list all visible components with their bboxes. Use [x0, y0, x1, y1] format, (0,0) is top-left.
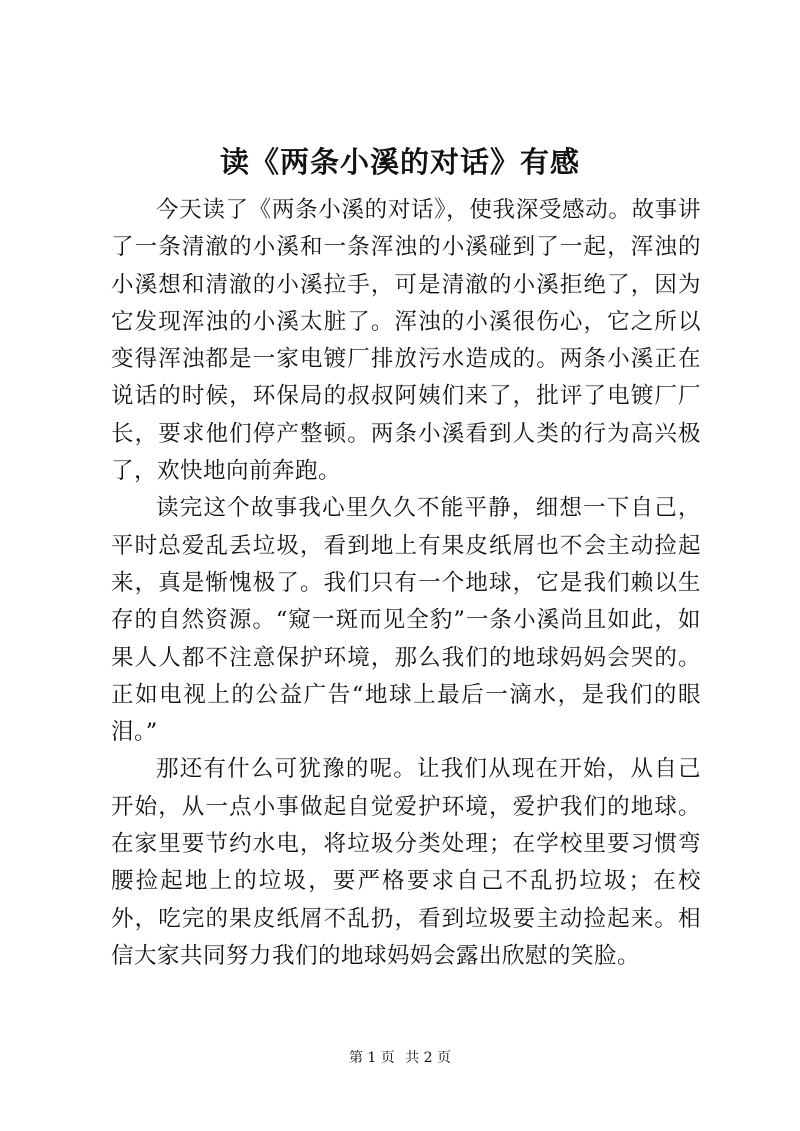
page-total: 共 2 页	[405, 1050, 452, 1066]
paragraph-2: 读完这个故事我心里久久不能平静，细想一下自己，平时总爱乱丢垃圾，看到地上有果皮纸屑也不会主动捡起来，真是惭愧极了。我们只有一个地球，它是我们赖以生存的自然资源。“窥一斑而见全豹”一条小溪尚且如此，如果人人都不注意保护环境，那么我们的地球妈妈会哭的。正如电视上的公益广告“地球上最后一滴水，是我们的眼泪。”	[111, 495, 701, 746]
page-number: 第 1 页	[348, 1050, 395, 1066]
document-title: 读《两条小溪的对话》有感	[219, 145, 580, 179]
page-footer	[0, 1048, 800, 1068]
document-body	[111, 192, 701, 975]
paragraph-1: 今天读了《两条小溪的对话》，使我深受感动。故事讲了一条清澈的小溪和一条浑浊的小溪碰到了一起，浑浊的小溪想和清澈的小溪拉手，可是清澈的小溪拒绝了，因为它发现浑浊的小溪太脏了。浑浊的小溪很伤心，它之所以变得浑浊都是一家电镀厂排放污水造成的。两条小溪正在说话的时候，环保局的叔叔阿姨们来了，批评了电镀厂厂长，要求他们停产整顿。两条小溪看到人类的行为高兴极了，欢快地向前奔跑。	[111, 197, 701, 485]
paragraph-3: 那还有什么可犹豫的呢。让我们从现在开始，从自己开始，从一点小事做起自觉爱护环境，爱护我们的地球。在家里要节约水电，将垃圾分类处理；在学校里要习惯弯腰捡起地上的垃圾，要严格要求自己不乱扔垃圾；在校外，吃完的果皮纸屑不乱扔，看到垃圾要主动捡起来。相信大家共同努力我们的地球妈妈会露出欣慰的笑脸。	[111, 756, 701, 969]
